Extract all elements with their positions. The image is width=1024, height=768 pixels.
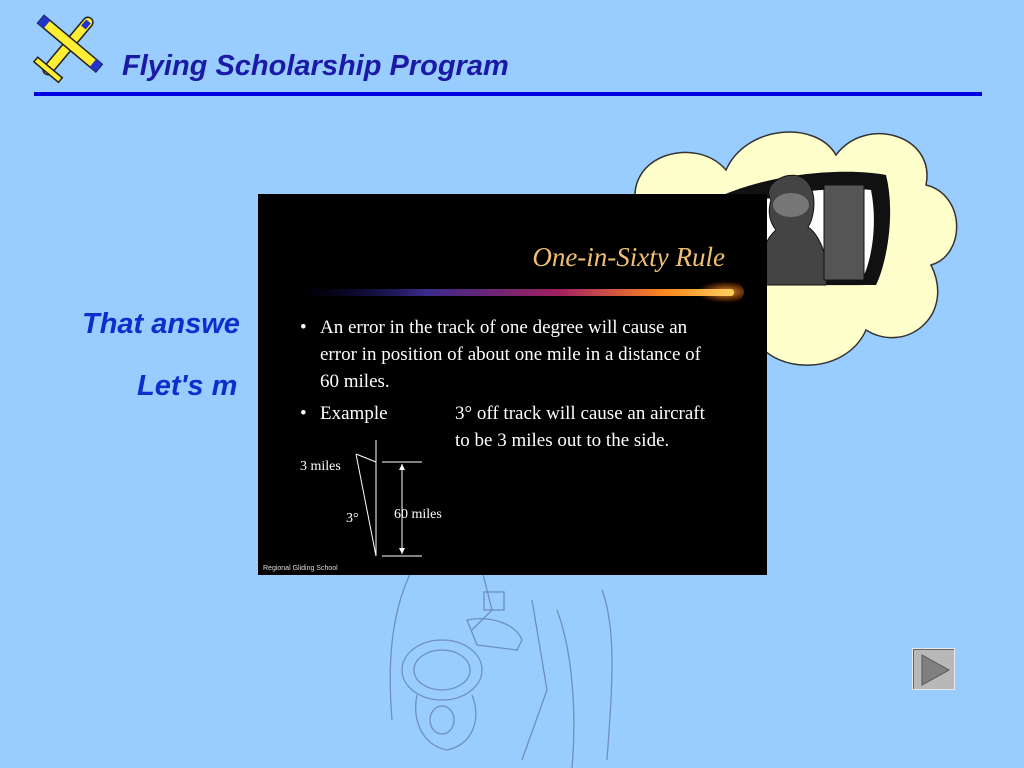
example-text: 3° off track will cause an aircraft to be 3 miles out to the side. xyxy=(455,403,705,451)
embedded-slide xyxy=(258,194,767,575)
angle-label: 3° xyxy=(346,511,359,526)
airplane-icon xyxy=(26,4,110,88)
slide-bullets xyxy=(300,314,720,451)
example-label: Example xyxy=(320,403,388,424)
arrowhead-down xyxy=(399,548,405,554)
title-streak-decoration xyxy=(294,272,744,312)
error-line xyxy=(356,454,376,556)
distance-label: 60 miles xyxy=(394,507,442,522)
bullet-example xyxy=(300,400,720,451)
slide-footer: Regional Gliding School xyxy=(263,565,338,572)
background-text-line1: That answe xyxy=(82,308,240,340)
background-text-line2: Let's m xyxy=(137,370,238,402)
play-next-icon xyxy=(913,649,956,691)
arrowhead-up xyxy=(399,464,405,470)
offset-label: 3 miles xyxy=(300,459,341,474)
one-in-sixty-diagram xyxy=(296,434,466,559)
pilot-lineart-illustration xyxy=(372,570,622,768)
bullet-item: • An error in the track of one degree will cause an error in position of about one mile in a distance of 60 miles. xyxy=(300,314,720,395)
title-divider xyxy=(34,92,982,96)
slide-title: One-in-Sixty Rule xyxy=(532,242,725,272)
page-title: Flying Scholarship Program xyxy=(122,50,509,82)
offset-line xyxy=(356,454,376,462)
next-slide-button[interactable] xyxy=(912,648,955,690)
